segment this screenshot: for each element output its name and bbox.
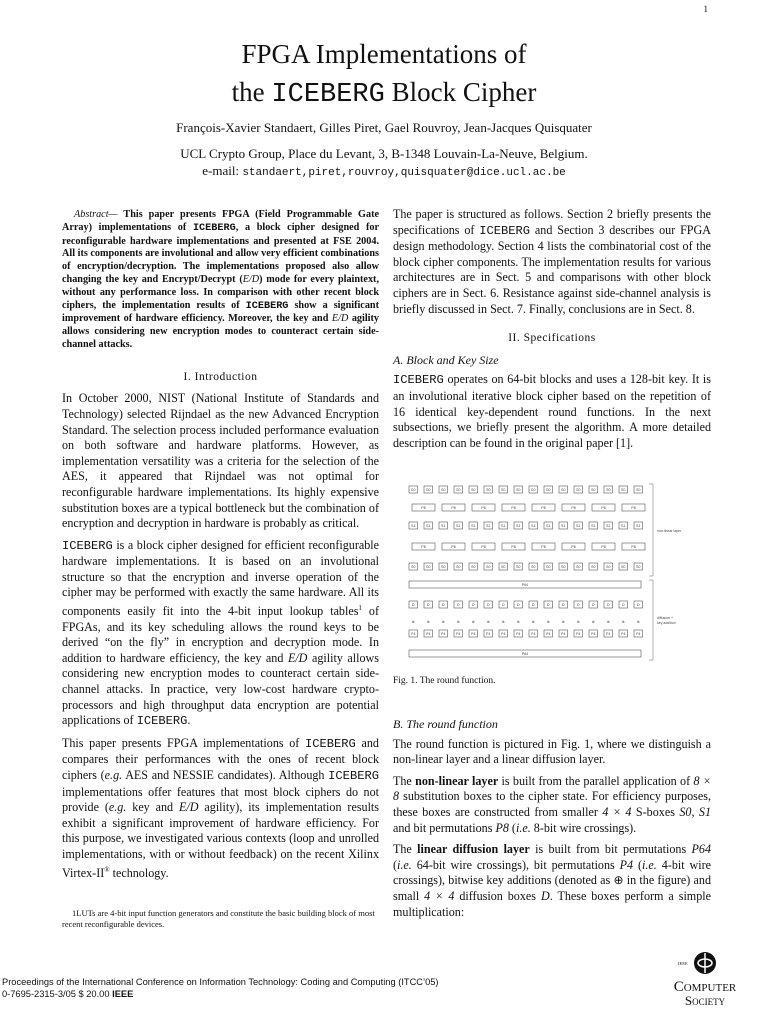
non-linear-layer-paragraph: The non-linear layer is built from the parallel application of 8 × 8 substitution boxes to the cipher state. For efficiency purposes, these boxes are constructed from smaller 4 × 4 S-boxes S0, S1 and bit permutations P8 (i.e. 8-bit wire crossings). bbox=[393, 773, 712, 835]
d-box-label: D bbox=[606, 603, 610, 607]
figure-caption: Fig. 1. The round function. bbox=[393, 676, 496, 686]
s0-box-label: S0 bbox=[456, 565, 461, 569]
s0-box-label: S0 bbox=[591, 565, 596, 569]
s1-box-label: S1 bbox=[606, 524, 611, 528]
s0-box-label: S0 bbox=[606, 488, 611, 492]
s1-box-label: S1 bbox=[456, 524, 461, 528]
xor-symbol: ⊕ bbox=[606, 620, 610, 624]
s0-box-label: S0 bbox=[441, 488, 446, 492]
d-box-label: D bbox=[516, 603, 520, 607]
p4-box-label: P4 bbox=[561, 632, 566, 636]
p4-box-label: P4 bbox=[621, 632, 626, 636]
xor-symbol: ⊕ bbox=[636, 620, 640, 624]
p4-box-label: P4 bbox=[456, 632, 461, 636]
section-heading-introduction: I. Introduction bbox=[183, 370, 258, 383]
p8-box-label: P8 bbox=[601, 506, 606, 510]
page-number: 1 bbox=[703, 4, 708, 14]
s1-box-label: S1 bbox=[501, 524, 506, 528]
p8-box-label: P8 bbox=[421, 506, 426, 510]
p8-box-label: P8 bbox=[541, 545, 546, 549]
d-box-label: D bbox=[576, 603, 580, 607]
d-box-label: D bbox=[531, 603, 535, 607]
s0-box-label: S0 bbox=[516, 488, 521, 492]
s0-box-label: S0 bbox=[456, 488, 461, 492]
xor-symbol: ⊕ bbox=[486, 620, 490, 624]
d-box-label: D bbox=[546, 603, 550, 607]
paper-title-line2: the ICEBERG Block Cipher bbox=[231, 77, 537, 110]
s0-box-label: S0 bbox=[531, 488, 536, 492]
svg-text:Computer: Computer bbox=[673, 979, 737, 995]
round-function-paragraph: The round function is pictured in Fig. 1, where we distinguish a non-linear layer and a linear diffusion layer. bbox=[393, 736, 711, 767]
xor-symbol: ⊕ bbox=[441, 620, 445, 624]
s1-box-label: S1 bbox=[561, 524, 566, 528]
footnote: 1LUTs are 4-bit input function generators and constitute the basic building block of most recent reconfigurable devices. bbox=[62, 908, 375, 929]
d-box-label: D bbox=[636, 603, 640, 607]
p4-box-label: P4 bbox=[501, 632, 506, 636]
s1-box-label: S1 bbox=[591, 524, 596, 528]
svg-text:IEEE: IEEE bbox=[678, 961, 688, 966]
p8-box-label: P8 bbox=[631, 545, 636, 549]
s1-box-label: S1 bbox=[576, 524, 581, 528]
right-column bbox=[393, 207, 711, 457]
p4-box-label: P4 bbox=[426, 632, 431, 636]
xor-symbol: ⊕ bbox=[411, 620, 415, 624]
p8-box-label: P8 bbox=[631, 506, 636, 510]
p8-box-label: P8 bbox=[571, 506, 576, 510]
xor-symbol: ⊕ bbox=[531, 620, 535, 624]
d-box-label: D bbox=[426, 603, 430, 607]
xor-symbol: ⊕ bbox=[621, 620, 625, 624]
proceedings-line-2: 0-7695-2315-3/05 $ 20.00 IEEE bbox=[2, 989, 134, 999]
right-column-lower bbox=[393, 713, 711, 926]
xor-symbol: ⊕ bbox=[561, 620, 565, 624]
ieee-computer-society-logo bbox=[660, 950, 750, 1010]
structure-paragraph: The paper is structured as follows. Section 2 briefly presents the specifications of ICEBERG and Section 3 describes our FPGA design methodology. Section 4 lists the combinatorial cost of the block cipher components. The implementation results for various architectures are in Sect. 5 and comparisons with other block ciphers are in Sect. 6. Resistance against side-channel analysis is briefly discussed in Sect. 7. Finally, conclusions are in Sect. 8. bbox=[393, 207, 711, 316]
p4-box-label: P4 bbox=[636, 632, 641, 636]
s1-box-label: S1 bbox=[531, 524, 536, 528]
s0-box-label: S0 bbox=[411, 488, 416, 492]
xor-symbol: ⊕ bbox=[576, 620, 580, 624]
paper-title-line1: FPGA Implementations of bbox=[241, 39, 527, 69]
round-function-diagram bbox=[405, 482, 715, 662]
linear-diffusion-paragraph: The linear diffusion layer is built from bit permutations P64 (i.e. 64-bit wire crossings), bit permutations P4 (i.e. 4-bit wire crossings), bitwise key additions (denoted as ⊕ in the figure) and small 4 × 4 diffusion boxes D. These boxes perform a simple multiplication: bbox=[393, 842, 711, 919]
d-box-label: D bbox=[486, 603, 490, 607]
s0-box-label: S0 bbox=[441, 565, 446, 569]
d-box-label: D bbox=[501, 603, 505, 607]
d-box-label: D bbox=[411, 603, 415, 607]
s1-box-label: S1 bbox=[426, 524, 431, 528]
p8-box-label: P8 bbox=[481, 545, 486, 549]
p4-box-label: P4 bbox=[576, 632, 581, 636]
s0-box-label: S0 bbox=[546, 565, 551, 569]
s0-box-label: S0 bbox=[621, 488, 626, 492]
s0-box-label: S0 bbox=[576, 565, 581, 569]
s0-box-label: S0 bbox=[561, 488, 566, 492]
p8-box-label: P8 bbox=[481, 506, 486, 510]
p4-box-label: P4 bbox=[546, 632, 551, 636]
s0-box-label: S0 bbox=[501, 488, 506, 492]
p4-box-label: P4 bbox=[471, 632, 476, 636]
p8-box-label: P8 bbox=[451, 545, 456, 549]
p4-box-label: P4 bbox=[606, 632, 611, 636]
xor-symbol: ⊕ bbox=[516, 620, 520, 624]
p8-box-label: P8 bbox=[601, 545, 606, 549]
s0-box-label: S0 bbox=[426, 488, 431, 492]
xor-symbol: ⊕ bbox=[591, 620, 595, 624]
s0-box-label: S0 bbox=[576, 488, 581, 492]
s0-box-label: S0 bbox=[546, 488, 551, 492]
s0-box-label: S0 bbox=[591, 488, 596, 492]
s0-box-label: S0 bbox=[531, 565, 536, 569]
block-key-paragraph: ICEBERG operates on 64-bit blocks and uses a 128-bit key. It is an involutional iterative block cipher based on the repetition of 16 identical key-dependent round functions. In the next subsections, we briefly present the algorithm. A more detailed description can be found in the original paper [1]. bbox=[393, 372, 711, 450]
left-column bbox=[62, 209, 379, 887]
subsection-round-function: B. The round function bbox=[393, 717, 498, 731]
p4-box-label: P4 bbox=[591, 632, 596, 636]
p4-box-label: P4 bbox=[531, 632, 536, 636]
s0-box-label: S0 bbox=[411, 565, 416, 569]
section-heading-specifications: II. Specifications bbox=[508, 332, 596, 345]
round-function-figure bbox=[405, 482, 715, 662]
s1-box-label: S1 bbox=[486, 524, 491, 528]
key-addition-label: key addition bbox=[657, 621, 676, 625]
s0-box-label: S0 bbox=[486, 488, 491, 492]
proceedings-info bbox=[2, 976, 562, 1000]
p4-box-label: P4 bbox=[411, 632, 416, 636]
d-box-label: D bbox=[471, 603, 475, 607]
intro-paragraph-1: In October 2000, NIST (National Institute of Standards and Technology) selected Rijndael as the new Advanced Encryption Standard. The selection process included performance evaluation on both software and hardware platforms. However, as implementation versatility was a criteria for the selection of the AES, it appeared that Rijndael was not optimal for reconfigurable hardware implementations. Its highly expensive substitution boxes are a typical bottleneck but the combination of encryption and decryption in hardware is probably as critical. bbox=[62, 391, 379, 531]
p8-box-label: P8 bbox=[421, 545, 426, 549]
p64-label: P64 bbox=[521, 583, 529, 587]
affiliation: UCL Crypto Group, Place du Levant, 3, B-1348 Louvain-La-Neuve, Belgium. bbox=[180, 146, 588, 161]
p8-box-label: P8 bbox=[541, 506, 546, 510]
d-box-label: D bbox=[621, 603, 625, 607]
s1-box-label: S1 bbox=[621, 524, 626, 528]
p8-box-label: P8 bbox=[571, 545, 576, 549]
d-box-label: D bbox=[456, 603, 460, 607]
intro-paragraph-3: This paper presents FPGA implementations of ICEBERG and compares their performances with the ones of recent block ciphers (e.g. AES and NESSIE candidates). Although ICEBERG implementations offer features that most block ciphers do not provide (e.g. key and E/D agility), its implementation results exhibit a significant improvement of hardware efficiency. For this purpose, we investigated various contexts (loop and unrolled implementations, with or without feedback) on the recent Xilinx Virtex-II® technology. bbox=[62, 735, 379, 880]
email-line: e-mail: standaert,piret,rouvroy,quisquater@dice.ucl.ac.be bbox=[202, 163, 566, 179]
s1-box-label: S1 bbox=[546, 524, 551, 528]
xor-symbol: ⊕ bbox=[426, 620, 430, 624]
diffusion-label: diffusion + bbox=[657, 616, 673, 620]
subsection-block-and-key-size: A. Block and Key Size bbox=[393, 352, 499, 367]
xor-symbol: ⊕ bbox=[546, 620, 550, 624]
s0-box-label: S0 bbox=[471, 488, 476, 492]
xor-symbol: ⊕ bbox=[471, 620, 475, 624]
p8-box-label: P8 bbox=[451, 506, 456, 510]
xor-symbol: ⊕ bbox=[456, 620, 460, 624]
s1-box-label: S1 bbox=[411, 524, 416, 528]
p64-label: P64 bbox=[521, 652, 529, 656]
p4-box-label: P4 bbox=[486, 632, 491, 636]
p4-box-label: P4 bbox=[516, 632, 521, 636]
s0-box-label: S0 bbox=[486, 565, 491, 569]
s0-box-label: S0 bbox=[516, 565, 521, 569]
s0-box-label: S0 bbox=[621, 565, 626, 569]
nonlinear-layer-label: non-linear layer bbox=[657, 529, 682, 533]
d-box-label: D bbox=[441, 603, 445, 607]
p8-box-label: P8 bbox=[511, 506, 516, 510]
proceedings-line-1: Proceedings of the International Conference on Information Technology: Coding and Computing (ITCC’05) bbox=[2, 977, 439, 987]
p8-box-label: P8 bbox=[511, 545, 516, 549]
s0-box-label: S0 bbox=[471, 565, 476, 569]
abstract: Abstract— This paper presents FPGA (Field Programmable Gate Array) implementations of ICEBERG, a block cipher designed for reconfigurable hardware implementations and presented at FSE 2004. All its components are involutional and allow very efficient combinations of encryption/decryption. The implementations proposed also allow changing the key and Encrypt/Decrypt (E/D) mode for every plaintext, without any performance loss. In comparison with other recent block ciphers, the implementation results of ICEBERG show a significant improvement of hardware efficiency. Moreover, the key and E/D agility allows considering new encryption modes to counteract certain side-channel attacks. bbox=[62, 209, 380, 350]
s0-box-label: S0 bbox=[636, 488, 641, 492]
s0-box-label: S0 bbox=[636, 565, 641, 569]
authors: François-Xavier Standaert, Gilles Piret, Gael Rouvroy, Jean-Jacques Quisquater bbox=[176, 120, 592, 135]
ieee-logo-icon bbox=[660, 950, 750, 1010]
d-box-label: D bbox=[561, 603, 565, 607]
s0-box-label: S0 bbox=[561, 565, 566, 569]
d-box-label: D bbox=[591, 603, 595, 607]
s1-box-label: S1 bbox=[636, 524, 641, 528]
svg-text:Society: Society bbox=[684, 993, 726, 1008]
s0-box-label: S0 bbox=[426, 565, 431, 569]
xor-symbol: ⊕ bbox=[501, 620, 505, 624]
s0-box-label: S0 bbox=[501, 565, 506, 569]
s1-box-label: S1 bbox=[516, 524, 521, 528]
s0-box-label: S0 bbox=[606, 565, 611, 569]
s1-box-label: S1 bbox=[471, 524, 476, 528]
p4-box-label: P4 bbox=[441, 632, 446, 636]
s1-box-label: S1 bbox=[441, 524, 446, 528]
intro-paragraph-2: ICEBERG is a block cipher designed for efficient reconfigurable hardware implementations. It is based on an involutional structure so that the encryption and inverse operation of the cipher may be performed with exactly the same hardware. All its components easily fit into the 4-bit input lookup tables$^1$ of FPGAs, and its key scheduling allows the round keys to be derived “on the fly” in encryption and decryption mode. In addition to hardware efficiency, the key and E/D agility allows considering new encryption modes to counteract certain side-channel attacks. In practice, very low-cost hardware crypto-processors and high throughput data encryption are potential applications of ICEBERG. bbox=[62, 537, 379, 729]
